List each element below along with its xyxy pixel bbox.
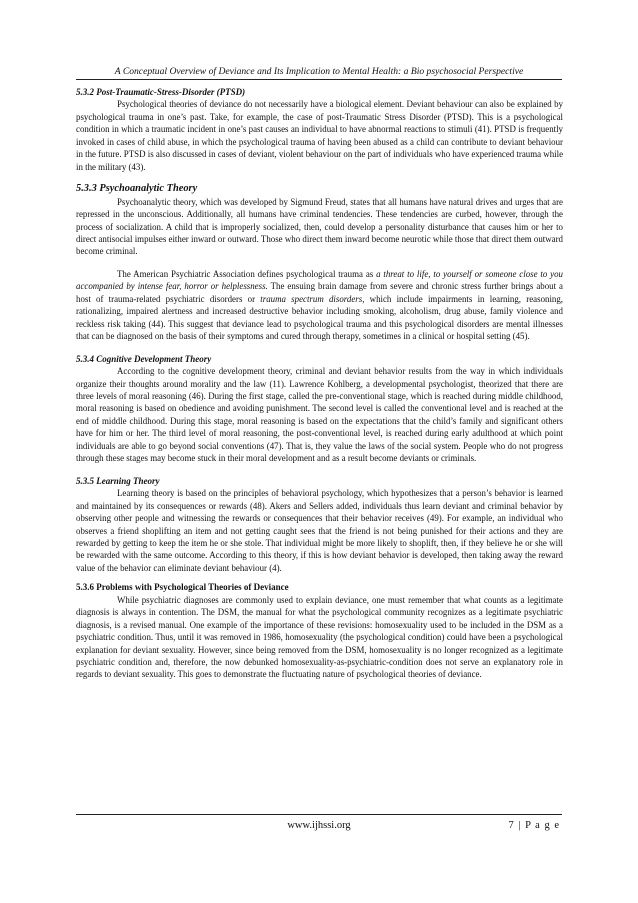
paragraph-psychoanalytic-1: Psychoanalytic theory, which was developed by Sigmund Freud, states that all humans have natural drives and urges that are repressed in the unconscious. Additionally, all humans have criminal tendencies. These tendencies are curbed, however, through the process of socialization. A child that is improperly socialized, then, could develop a personality disturbance that causes him or her to direct antisocial impulses either inward or outward. Those who direct them inward become neurotic while those that direct them outward become criminal. [76,196,563,257]
footer-rule [76,814,562,815]
apa-definition-text-c: , which include impairments in learning, reasoning, rationalizing, impaired alertness and increased destructive behavior including smoking, alcoholism, drug abuse, family violence and reckless risk taking (44). This suggest that deviance lead to psychological trauma and this psychological disorders are mental illnesses that can be diagnosed on the basis of their symptoms and cured through therapy, sometimes in a clinical or hospital setting (45). [76,293,563,342]
header-rule [76,79,562,80]
footer-url: www.ijhssi.org [287,820,351,831]
section-heading-learning: 5.3.5 Learning Theory [76,475,160,486]
apa-definition-quote: a threat to life, to yourself or someone close to you accompanied by intense fear, horror or helplessness. [76,268,563,292]
paragraph-psychoanalytic-2 [76,268,563,343]
paragraph-cognitive: According to the cognitive development theory, criminal and deviant behavior results from the way in which individuals organize their thoughts around morality and the law (11). Lawrence Kohlberg, a developmental psychologist, theorized that there are three levels of moral reasoning (46). During the first stage, called the pre-conventional stage, which is reached during middle childhood, moral reasoning is based on obedience and avoiding punishment. The second level is called the conventional level and is reached at the end of middle childhood. During this stage, moral reasoning is based on the expectations that the child’s family and significant others have for him or her. The third level of moral reasoning, the post-conventional level, is reached during early adulthood at which point individuals are able to go beyond social conventions (47). That is, they value the laws of the social system. People who do not progress through these stages may become stuck in their moral development and as a result become deviants or criminals. [76,366,563,464]
apa-definition-text-b: The ensuing brain damage from severe and chronic stress further brings about a host of trauma-related psychiatric disorders or [76,281,563,304]
section-heading-cognitive: 5.3.4 Cognitive Development Theory [76,353,212,364]
section-heading-psychoanalytic: 5.3.3 Psychoanalytic Theory [76,183,198,195]
apa-definition-text-a: The American Psychiatric Association defines psychological trauma as [117,268,377,279]
page-number: 7 | P a g e [508,820,560,831]
article-body [76,86,563,681]
paragraph-learning: Learning theory is based on the principles of behavioral psychology, which hypothesizes that a person’s behavior is learned and maintained by its consequences or rewards (48). Akers and Sellers added, individuals thus learn deviant and criminal behavior by observing other people and witnessing the rewards or consequences that their behavior receives (49). For example, an individual who observes a friend shoplifting an item and not getting caught sees that the friend is not being punished for their actions and they are rewarded by getting to keep the item he or she stole. That individual might be more likely to shoplift, then, if they believe he or she will be rewarded with the same outcome. According to this theory, if this is how deviant behavior is developed, then taking away the reward value of the behavior can eliminate deviant behaviour (4). [76,488,563,573]
running-header: A Conceptual Overview of Deviance and Its Implication to Mental Health: a Bio psychosocial Perspective [114,66,524,77]
paragraph-ptsd: Psychological theories of deviance do not necessarily have a biological element. Deviant behaviour can also be explained by psychological trauma in one’s past. Take, for example, the case of post-Traumatic Stress Disorder (PTSD). This is a psychological condition in which a traumatic incident in one’s past causes an individual to have abnormal reactions to stimuli (41). PTSD is frequently invoked in cases of child abuse, in which the psychological trauma of having been abused as a child can contribute to deviant behaviour in the future. PTSD is also discussed in cases of deviant, violent behaviour on the part of individuals who have experienced trauma while in the military (43). [76,99,564,172]
paragraph-problems: While psychiatric diagnoses are commonly used to explain deviance, one must remember that what counts as a legitimate diagnosis is always in contention. The DSM, the manual for what the psychological community recognizes as a legitimate psychiatric diagnosis, is a revised manual. One example of the importance of these revisions: homosexuality used to be included in the DSM as a psychiatric condition. Thus, until it was removed in 1986, homosexuality (the psychological condition) could have been a psychological explanation for deviant sexuality. However, since being removed from the DSM, homosexuality is no longer recognized as a legitimate psychiatric condition and, therefore, the now debunked homosexuality-as-psychiatric-condition does not serve an explanatory role in regards to deviant sexuality. This goes to demonstrate the fluctuating nature of psychological theories of deviance. [76,594,563,680]
trauma-spectrum-term: trauma spectrum disorders [260,293,363,304]
section-heading-problems: 5.3.6 Problems with Psychological Theories of Deviance [76,582,289,593]
section-heading-ptsd: 5.3.2 Post-Traumatic-Stress-Disorder (PTSD) [76,87,246,97]
